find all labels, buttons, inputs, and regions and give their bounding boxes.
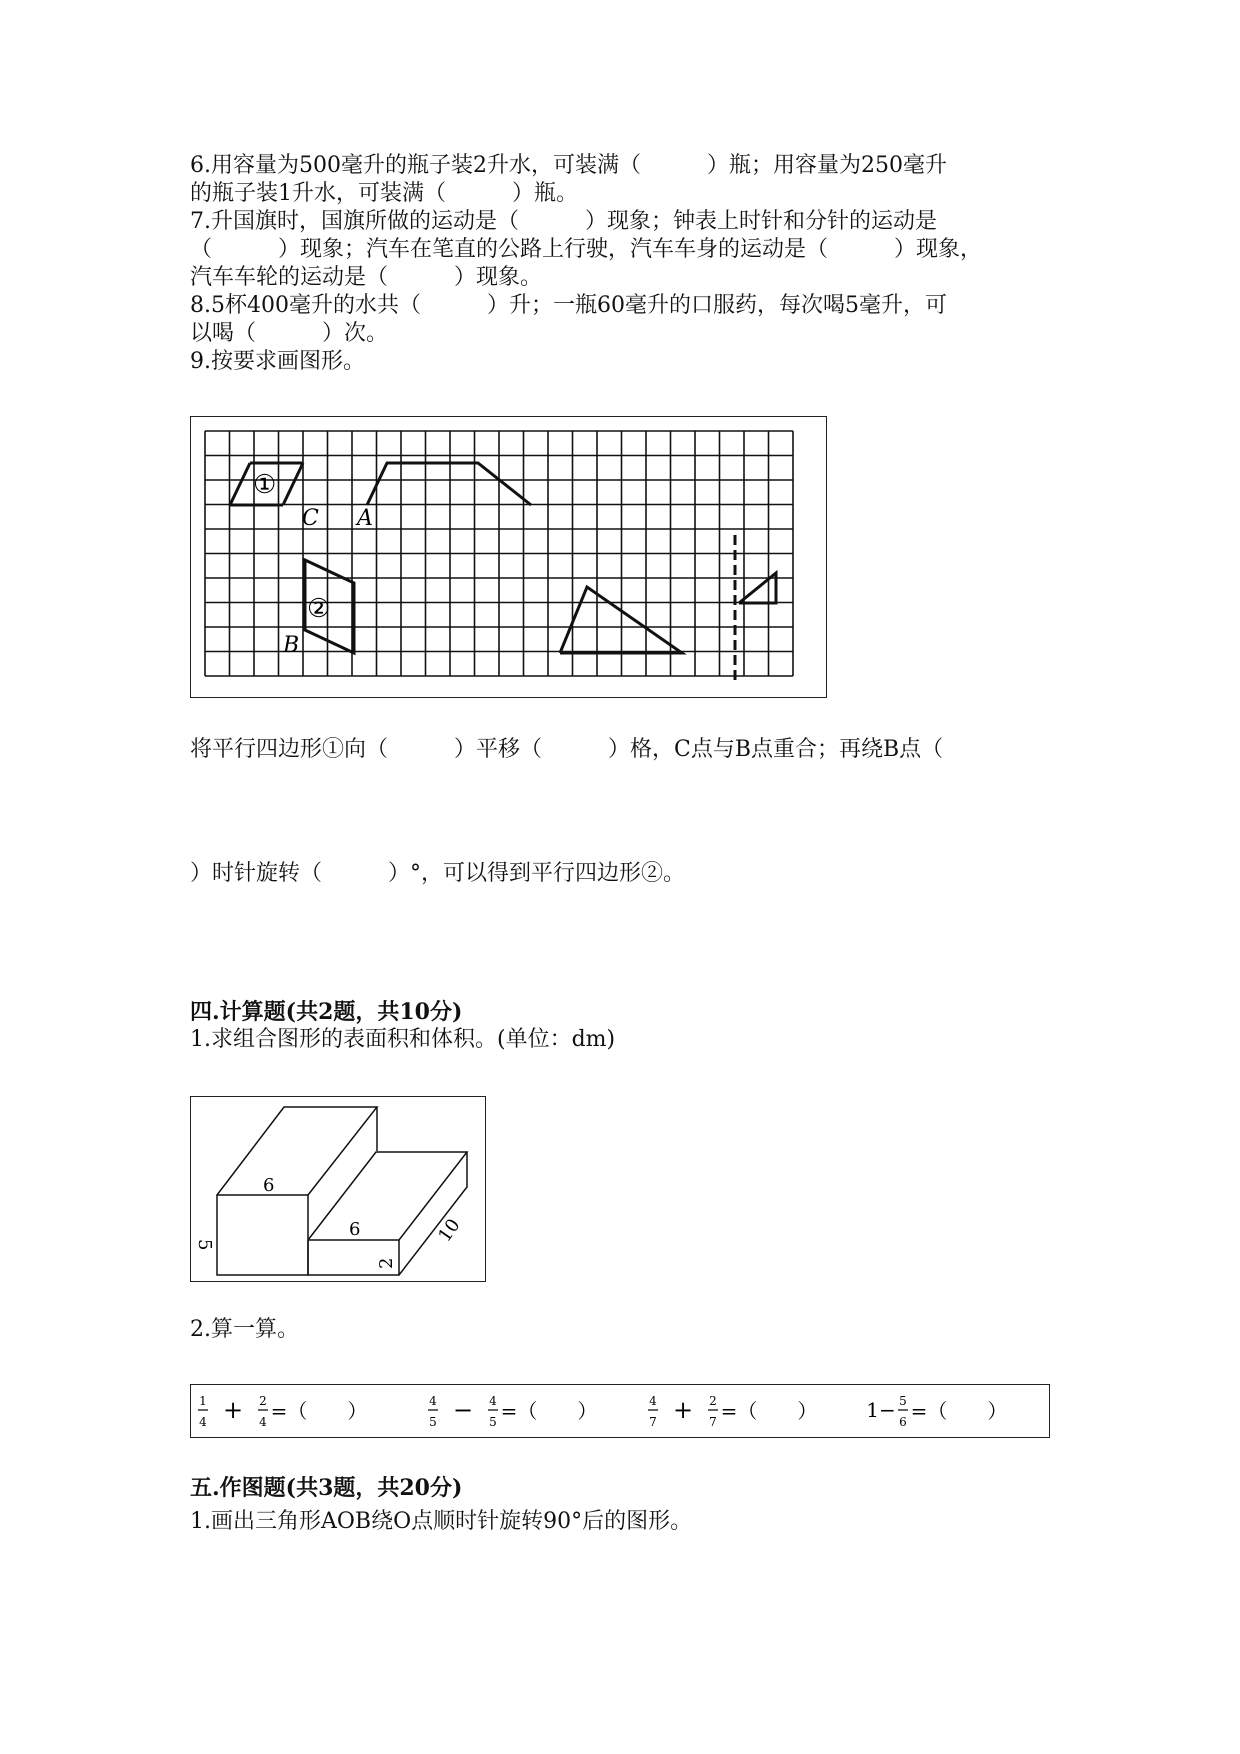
fraction-numerator: 4: [429, 1394, 437, 1408]
fraction-denominator: 7: [709, 1415, 717, 1429]
fraction-numerator: 2: [709, 1394, 717, 1408]
grid-svg: [191, 417, 825, 696]
label-depth-10: 10: [434, 1215, 465, 1246]
fraction-operator: +: [222, 1396, 244, 1424]
grid-figure: [190, 416, 827, 698]
fraction-operator: +: [672, 1396, 694, 1424]
label-circled-1: ①: [253, 470, 277, 500]
fraction-equals-blank: =（ ）: [910, 1399, 1008, 1423]
low-box-side: [399, 1152, 467, 1275]
fraction-numerator: 5: [899, 1394, 907, 1408]
q9-title: 9.按要求画图形。: [190, 349, 365, 374]
shape-a-line: [367, 463, 531, 505]
fraction-denominator: 6: [899, 1415, 907, 1429]
fraction-denominator: 4: [199, 1415, 207, 1429]
q9-fill-line2: ）时针旋转（ ）°，可以得到平行四边形②。: [190, 861, 686, 886]
parallelogram-1-left: [230, 463, 250, 505]
q6-line1: 6.用容量为500毫升的瓶子装2升水，可装满（ ）瓶；用容量为250毫升: [190, 153, 947, 178]
s5-q1: 1.画出三角形AOB绕O点顺时针旋转90°后的图形。: [190, 1509, 693, 1534]
fraction-numerator: 4: [649, 1394, 657, 1408]
fraction-equals-blank: =（ ）: [720, 1399, 818, 1423]
fraction-prefix: 1−: [866, 1398, 896, 1422]
fraction-denominator: 7: [649, 1415, 657, 1429]
solid-figure: [190, 1096, 486, 1282]
q7-line1: 7.升国旗时，国旗所做的运动是（ ）现象；钟表上时针和分针的运动是: [190, 209, 937, 234]
s4-q1: 1.求组合图形的表面积和体积。(单位：dm): [190, 1027, 616, 1052]
q6-line2: 的瓶子装1升水，可装满（ ）瓶。: [190, 181, 578, 206]
q9-fill-line1: 将平行四边形①向（ ）平移（ ）格，C点与B点重合；再绕B点（: [190, 737, 944, 762]
fraction-equals-blank: =（ ）: [270, 1399, 368, 1423]
label-circled-2: ②: [307, 594, 331, 624]
parallelogram-1-right: [283, 463, 303, 505]
fraction-row: [190, 1384, 1050, 1438]
s4-q2: 2.算一算。: [190, 1317, 299, 1342]
q7-line2: （ ）现象；汽车在笔直的公路上行驶，汽车车身的运动是（ ）现象，: [190, 237, 983, 262]
label-c: C: [302, 506, 319, 531]
front-tall-face: [217, 1195, 308, 1275]
fraction-equals-blank: =（ ）: [500, 1399, 598, 1423]
label-a: A: [357, 506, 373, 531]
fraction-denominator: 5: [429, 1415, 437, 1429]
fraction-numerator: 2: [259, 1394, 267, 1408]
label-b: B: [283, 633, 300, 658]
fraction-numerator: 4: [489, 1394, 497, 1408]
q8-line1: 8.5杯400毫升的水共（ ）升；一瓶60毫升的口服药，每次喝5毫升，可: [190, 293, 947, 318]
label-mid-6: 6: [349, 1219, 361, 1240]
label-top-6: 6: [263, 1175, 275, 1196]
fraction-denominator: 4: [259, 1415, 267, 1429]
q7-line3: 汽车车轮的运动是（ ）现象。: [190, 265, 543, 290]
fraction-items: [198, 1394, 1007, 1429]
label-left-5: 5: [194, 1239, 215, 1251]
fraction-svg: [191, 1385, 1048, 1436]
fraction-numerator: 1: [199, 1394, 207, 1408]
section5-heading: 五.作图题(共3题，共20分): [190, 1475, 463, 1501]
solid-svg: [191, 1097, 484, 1280]
fraction-operator: −: [452, 1396, 474, 1424]
fraction-denominator: 5: [489, 1415, 497, 1429]
q8-line2: 以喝（ ）次。: [190, 321, 389, 346]
section4-heading: 四.计算题(共2题，共10分): [190, 999, 463, 1025]
label-small-2: 2: [376, 1257, 397, 1269]
